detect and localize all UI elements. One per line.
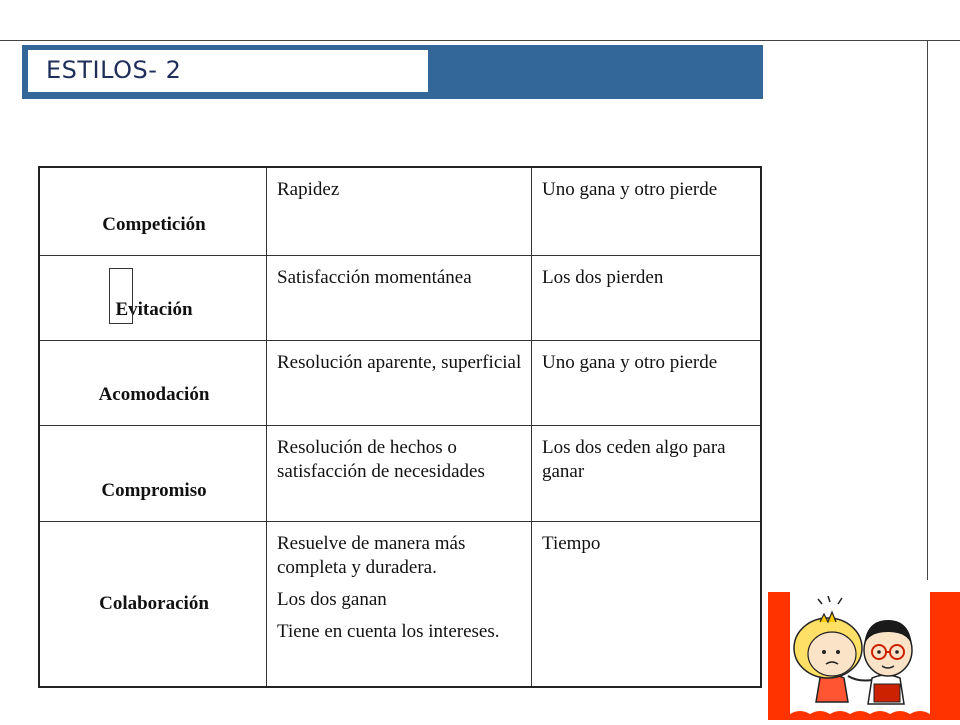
- result-text: Tiempo: [542, 532, 601, 554]
- table-row: [39, 521, 761, 687]
- outcome-cell: [267, 340, 532, 425]
- style-name: Compromiso: [101, 479, 207, 501]
- table-row: [39, 340, 761, 425]
- result-text: Los dos ceden algo para ganar: [542, 436, 726, 482]
- result-text: Uno gana y otro pierde: [542, 179, 718, 200]
- result-cell: [532, 521, 762, 687]
- outcome-cell: [267, 255, 532, 340]
- result-cell: [532, 255, 762, 340]
- outcome-cell: [267, 167, 532, 255]
- style-name: Competición: [102, 213, 206, 235]
- style-name-cell: [39, 340, 267, 425]
- missing-glyph-box: [109, 268, 133, 324]
- style-name-cell: [39, 167, 267, 255]
- outcome-text: Resolución aparente, superficial: [277, 351, 522, 373]
- style-name: Colaboración: [99, 592, 209, 614]
- table-row: [39, 255, 761, 340]
- result-cell: [532, 340, 762, 425]
- right-divider-line: [927, 40, 928, 580]
- result-text: Uno gana y otro pierde: [542, 351, 718, 373]
- cartoon-children-icon: [768, 592, 960, 720]
- result-text: Los dos pierden: [542, 266, 664, 288]
- outcome-text: Tiene en cuenta los intereses.: [277, 620, 500, 642]
- two-cartoon-children-illustration: [768, 592, 960, 720]
- style-name-cell: [39, 521, 267, 687]
- result-cell: [532, 425, 762, 521]
- style-name-cell: [39, 425, 267, 521]
- top-divider-line: [0, 40, 960, 41]
- style-name: Evitación: [115, 298, 193, 320]
- style-name-cell: [39, 255, 267, 340]
- result-cell: [532, 167, 762, 255]
- title-box: [28, 50, 428, 92]
- title-banner: [22, 45, 763, 99]
- outcome-text: Resuelve de manera más completa y duradera.: [277, 532, 466, 578]
- outcome-text: Resolución de hechos o satisfacción de necesidades: [277, 436, 485, 482]
- outcome-cell: [267, 425, 532, 521]
- slide-title: ESTILOS- 2: [46, 56, 182, 84]
- table-row: [39, 167, 761, 255]
- outcome-text: Satisfacción momentánea: [277, 266, 472, 288]
- outcome-cell: [267, 521, 532, 687]
- conflict-styles-table: [38, 166, 762, 688]
- style-name: Acomodación: [98, 383, 210, 405]
- outcome-text: Los dos ganan: [277, 588, 387, 610]
- outcome-text: Rapidez: [277, 179, 340, 200]
- table-row: [39, 425, 761, 521]
